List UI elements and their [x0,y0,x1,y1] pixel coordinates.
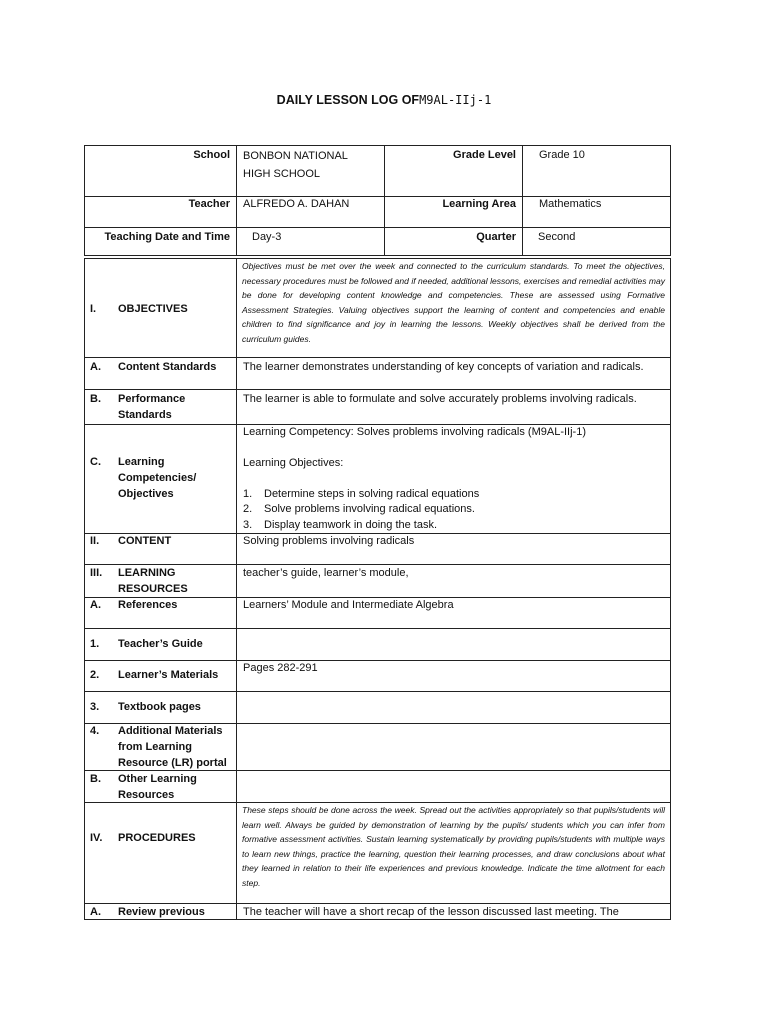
content-heading: II. CONTENT [90,535,172,547]
objectives-note: Objectives must be met over the week and connected to the curriculum standards. To meet the objectives, necessary procedures must be followed and if needed, additional lessons, exercises and remedial activities may be done for developing content knowledge and competencies. These are assessed using Formative Assessment Strategies. Valuing objectives support the learning of content and competencies and enable children to find significance and joy in learning the lessons. Weekly objectives shall be derived from the curriculum guides. [242,261,665,344]
objective-item-3: 3. Display teamwork in doing the task. [243,519,438,531]
learning-resources-value: teacher’s guide, learner’s module, [243,567,409,579]
title-code: M9AL-IIj-1 [419,93,492,107]
content-standards-heading: A. Content Standards [90,361,217,373]
learning-objectives-label: Learning Objectives: [243,457,344,469]
teacher-label: Teacher [188,198,230,210]
references-value: Learners’ Module and Intermediate Algebra [243,599,454,611]
objective-item-1: 1. Determine steps in solving radical equations [243,488,480,500]
performance-standards-heading: B. Performance Standards [90,393,186,421]
grade-level-label: Grade Level [453,149,516,161]
quarter-value: Second [538,231,576,243]
teaching-date-label: Teaching Date and Time [104,231,230,243]
learners-materials-heading: 2. Learner’s Materials [90,669,219,681]
page-title [0,93,768,107]
learners-materials-value: Pages 282-291 [243,662,318,674]
teacher-value: ALFREDO A. DAHAN [243,198,350,210]
teachers-guide-heading: 1. Teacher’s Guide [90,638,203,650]
teaching-date-value: Day-3 [252,231,282,243]
performance-standards-value: The learner is able to formulate and solve accurately problems involving radicals. [243,393,637,405]
review-value: The teacher will have a short recap of the lesson discussed last meeting. The [243,906,619,918]
school-value: BONBON NATIONAL HIGH SCHOOL [243,150,348,180]
objective-item-2: 2. Solve problems involving radical equations. [243,503,475,515]
references-heading: A. References [90,599,178,611]
school-label: School [193,149,230,161]
title-prefix: DAILY LESSON LOG OF [276,93,420,107]
content-standards-value: The learner demonstrates understanding of key concepts of variation and radicals. [243,361,644,373]
learning-area-label: Learning Area [442,198,516,210]
review-heading: A. Review previous [90,906,205,918]
textbook-pages-heading: 3. Textbook pages [90,701,201,713]
learning-resources-heading: III. LEARNING RESOURCES [90,567,188,595]
learning-area-value: Mathematics [539,198,602,210]
additional-materials-heading: 4. Additional Materials from Learning Resource (LR) portal [90,725,227,769]
procedures-heading: IV. PROCEDURES [90,832,196,844]
competencies-heading: C. Learning Competencies/ Objectives [90,456,197,500]
quarter-label: Quarter [476,231,516,243]
grade-level-value: Grade 10 [539,149,585,161]
content-value: Solving problems involving radicals [243,535,415,547]
procedures-note: These steps should be done across the week. Spread out the activities appropriately so that pupils/students will learn well. Always be guided by demonstration of learning by the pupils/ students which you can infer from formative assessment activities. Sustain learning systematically by providing pupils/students with multiple ways to learn new things, practice the learning, question their learning processes, and draw conclusions about what they learned in relation to their life experiences and previous knowledge. Indicate the time allotment for each step. [242,805,665,888]
other-resources-heading: B. Other Learning Resources [90,773,197,801]
learning-competency: Learning Competency: Solves problems involving radicals (M9AL-IIj-1) [243,426,586,438]
objectives-heading: I. OBJECTIVES [90,303,188,315]
